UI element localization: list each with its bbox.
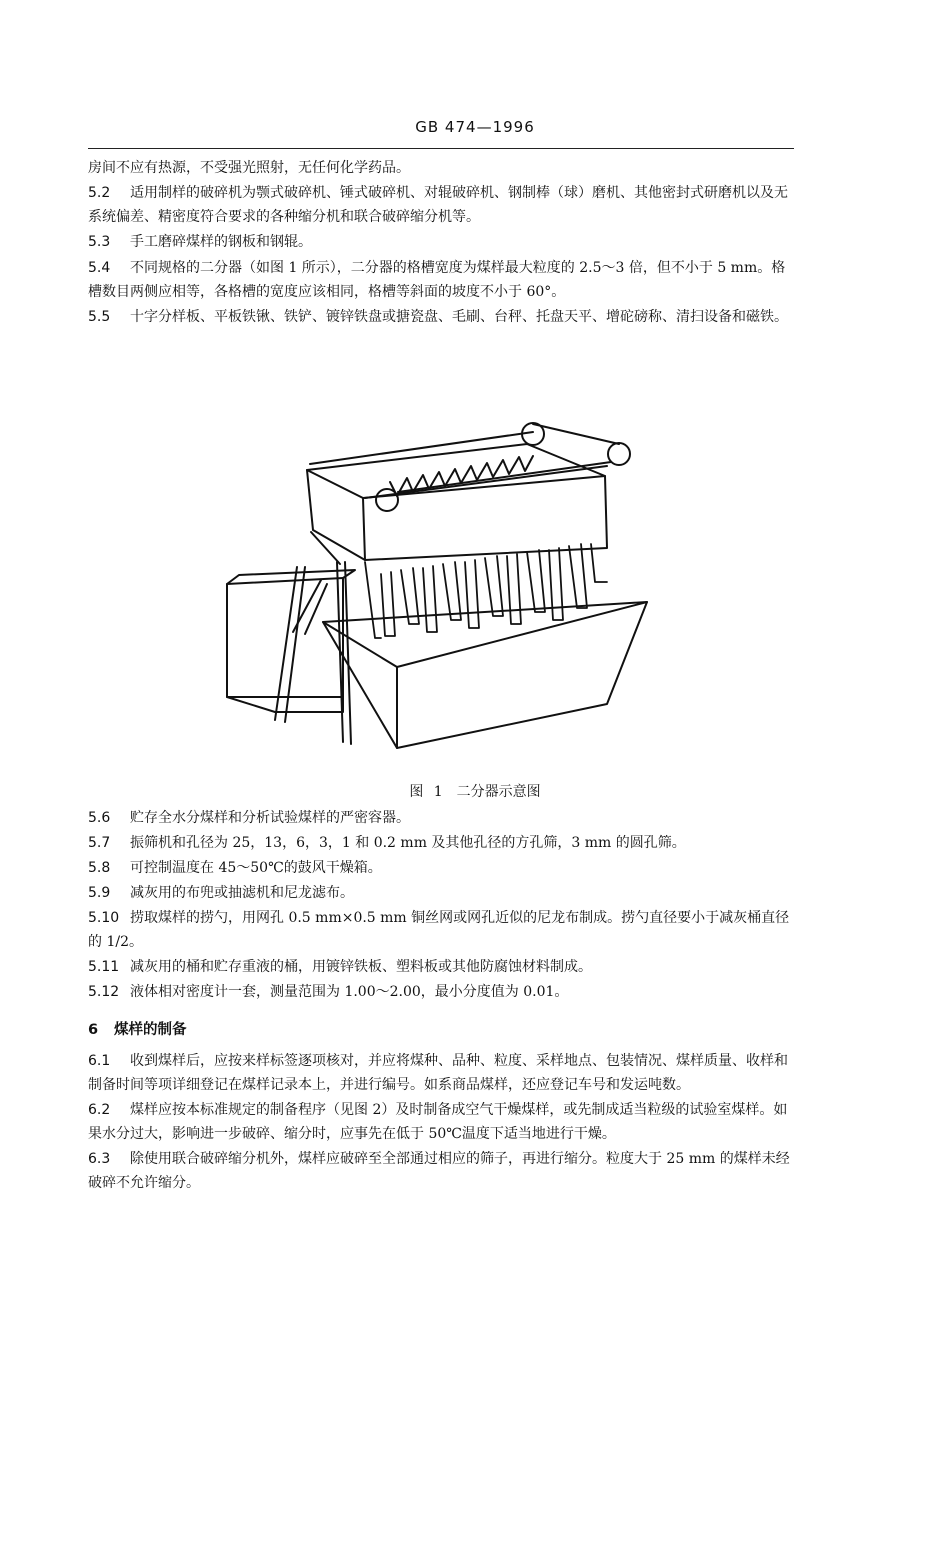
section-number: 6 [88,1022,99,1038]
page-header: GB 474—1996 [415,118,535,136]
paragraph-5-12 [88,980,794,1004]
clause-number: 5.10 [88,910,120,926]
clause-number: 6.3 [88,1151,111,1167]
clause-number: 6.1 [88,1053,111,1069]
clause-number: 5.2 [88,185,111,201]
paragraph-5-2 [88,181,794,229]
stand-legs [275,562,351,744]
clause-number: 6.2 [88,1102,111,1118]
paragraph-continuation [88,156,794,180]
clause-number: 5.9 [88,885,111,901]
left-receiving-pan [227,570,355,712]
paragraph-text: 液体相对密度计一套，测量范围为 1.00～2.00，最小分度值为 0.01。 [130,984,569,1000]
paragraph-6-2 [88,1098,794,1146]
paragraph-text: 十字分样板、平板铁锹、铁铲、镀锌铁盘或搪瓷盘、毛刷、台秤、托盘天平、增砣磅称、清扫设备和磁铁。 [130,309,788,325]
paragraph-text: 减灰用的布兜或抽滤机和尼龙滤布。 [130,885,354,901]
paragraph-text: 除使用联合破碎缩分机外，煤样应破碎至全部通过相应的筛子，再进行缩分。粒度大于 25 mm 的煤样未经破碎不允许缩分。 [88,1151,790,1191]
paragraph-5-4 [88,256,794,304]
clause-number: 5.11 [88,959,120,975]
clause-number: 5.3 [88,234,111,250]
paragraph-text: 收到煤样后，应按来样标签逐项核对，并应将煤种、品种、粒度、采样地点、包装情况、煤样质量、收样和制备时间等项详细登记在煤样记录本上，并进行编号。如系商品煤样，还应登记车号和发运吨数。 [88,1053,788,1093]
paragraph-text: 手工磨碎煤样的钢板和钢辊。 [130,234,312,250]
clause-number: 5.7 [88,835,111,851]
clause-number: 5.5 [88,309,111,325]
riffle-divider-drawing [215,412,655,762]
paragraph-5-6 [88,806,794,830]
paragraph-text: 房间不应有热源，不受强光照射，无任何化学药品。 [88,160,410,176]
paragraph-text: 振筛机和孔径为 25，13，6，3，1 和 0.2 mm 及其他孔径的方孔筛，3 mm 的圆孔筛。 [130,835,686,851]
figure-caption: 图 1 二分器示意图 [409,784,541,800]
clause-number: 5.8 [88,860,111,876]
paragraph-5-3 [88,230,794,254]
clause-number: 5.6 [88,810,111,826]
header-rule [88,148,794,149]
paragraph-text: 适用制样的破碎机为颚式破碎机、锤式破碎机、对辊破碎机、钢制棒（球）磨机、其他密封式研磨机以及无系统偏差、精密度符合要求的各种缩分机和联合破碎缩分机等。 [88,185,788,225]
paragraph-text: 减灰用的桶和贮存重液的桶，用镀锌铁板、塑料板或其他防腐蚀材料制成。 [130,959,592,975]
clause-number: 5.4 [88,260,111,276]
paragraph-6-1 [88,1049,794,1097]
right-receiving-pan [323,602,647,748]
clause-number: 5.12 [88,984,120,1000]
paragraph-5-9 [88,881,794,905]
paragraph-text: 煤样应按本标准规定的制备程序（见图 2）及时制备成空气干燥煤样，或先制成适当粒级的试验室煤样。如果水分过大，影响进一步破碎、缩分时，应事先在低于 50℃温度下适当地进行干燥。 [88,1102,788,1142]
paragraph-text: 不同规格的二分器（如图 1 所示），二分器的格槽宽度为煤样最大粒度的 2.5～3 倍，但不小于 5 mm。格槽数目两侧应相等，各格槽的宽度应该相同，格槽等斜面的坡度不小于 60°。 [88,260,786,300]
paragraph-5-8 [88,856,794,880]
divider-hopper [307,444,607,564]
section-title: 煤样的制备 [114,1022,187,1038]
paragraph-5-7 [88,831,794,855]
paragraph-5-11 [88,955,794,979]
paragraph-6-3 [88,1147,794,1195]
paragraph-text: 贮存全水分煤样和分析试验煤样的严密容器。 [130,810,410,826]
paragraph-text: 捞取煤样的捞勺，用网孔 0.5 mm×0.5 mm 铜丝网或网孔近似的尼龙布制成。捞勺直径要小于减灰桶直径的 1/2。 [88,910,790,950]
section-heading-6 [88,1018,187,1039]
paragraph-5-10 [88,906,794,954]
paragraph-5-5 [88,305,794,329]
paragraph-text: 可控制温度在 45～50℃的鼓风干燥箱。 [130,860,382,876]
